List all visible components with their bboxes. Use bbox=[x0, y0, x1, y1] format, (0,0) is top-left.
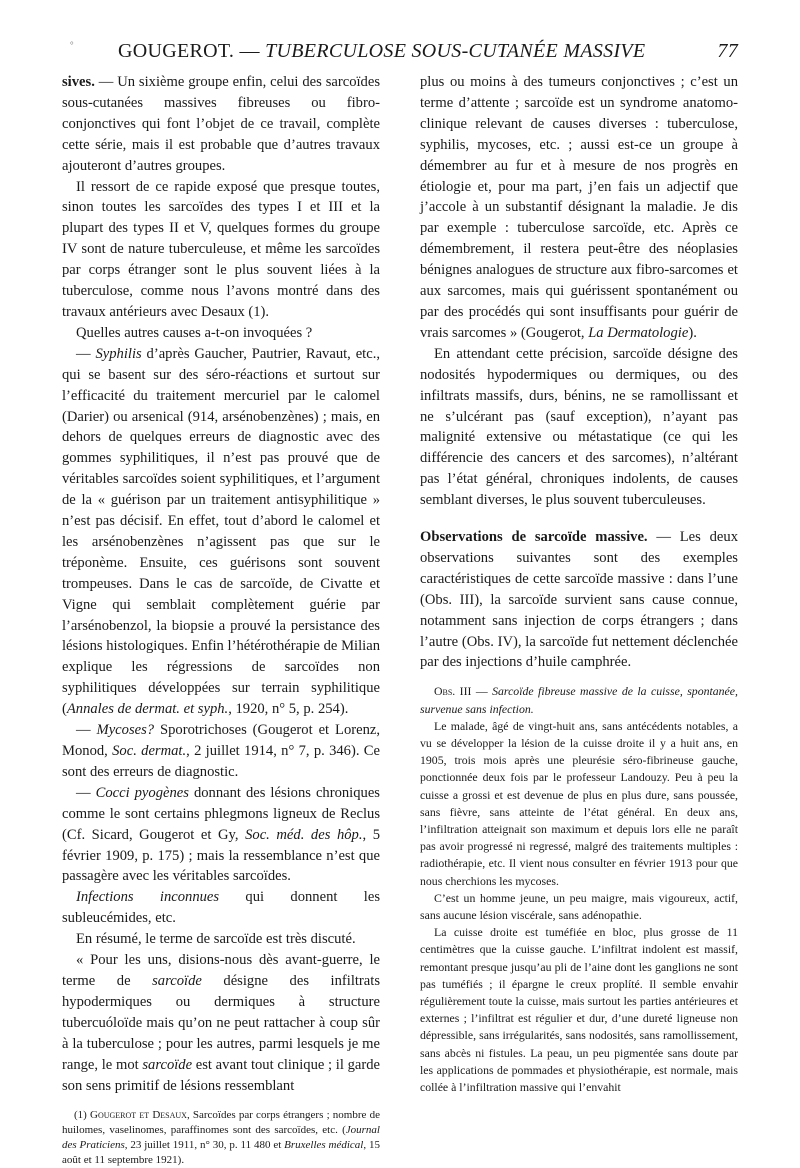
paragraph-sixth-group bbox=[62, 72, 380, 177]
footnote-text: , Sarcoïdes par corps étrangers ; nombre de huilomes, vaselinomes, paraffinomes sont des sarcoïdes, etc. ( bbox=[62, 1109, 380, 1137]
margin-mark: ° bbox=[70, 40, 74, 50]
paragraph-observations bbox=[420, 527, 738, 673]
paragraph-mycoses: — Mycoses? Sporotrichoses (Gougerot et Lorenz, Monod, Soc. dermat., 2 juillet 1914, n° 7, p. 346). Ce sont des erreurs de diagnostic. bbox=[62, 722, 380, 780]
paragraph-quote bbox=[62, 950, 380, 1096]
observation-history: Le malade, âgé de vingt-huit ans, sans antécédents notables, a vu se développer la lésion de la cuisse droite il y a huit ans, en 1905, trois mois après une pleurésie séro-fibrineuse gauche, ponctionnée deux fois par le professeur Landouzy. Peu à peu la cuisse a grossi et est devenue de plus en plus dure, sans poussée, sans fièvre, sans atteinte de l’état général. En deux ans, l’infiltration atteignait son maximum et depuis lors elle ne paraît pas avoir progressé ni regressé, malgré des traitements multiples : radiothérapie, etc. Il vient nous consulter en février 1913 pour que nous cherchions les mycoses. bbox=[420, 718, 738, 888]
paragraph-text: , 2 juillet 1914, n° 7, p. 346). Ce sont des erreurs de diagnostic. bbox=[62, 743, 380, 780]
paragraph-text: d’après Gaucher, Pautrier, Ravaut, etc., qui se basent sur des séro-réactions et surtout sur l’efficacité du traitement mercuriel par le calomel (Darier) ou arsenical (914, arsénobenzènes) ; mais, en dehors de quelques erreurs de diagnostic avec des gommes syphilitiques, il n’est pas prouvé que de véritables sarcoïdes soient syphilitiques, et l’argument de la « guérison par un traitement antisyphilitique » n’est pas décisif. En effet, tout d’abord le calomel et les arsénobenzènes n’agissent pas que sur le tréponème. Ensuite, ces guérisons sont souvent trompeuses. Dans le cas de sarcoïde, de Civatte et Vigne qui semblait complètement guérie par l’arsénobenzol, la biopsie a prouvé la persistance des lésions histologiques. Enfin l’hétérothérapie de Milian explique les régressions de sarcoïdes non syphilitiques développées sur terrain syphilitique ( bbox=[62, 345, 380, 718]
spacer bbox=[420, 511, 738, 527]
section-heading: Observations de sarcoïde massive. bbox=[420, 529, 648, 546]
paragraph-text: , 5 février 1909, p. 175) ; mais la ressemblance n’est que passagère avec les véritables sarcoïdes. bbox=[62, 826, 381, 885]
paragraph-resume: En résumé, le terme de sarcoïde est très discuté. bbox=[76, 931, 356, 948]
term-syphilis: Syphilis bbox=[95, 345, 142, 362]
paragraph-text: est avant tout clinique ; il garde son sens primitif de lésions ressemblant bbox=[62, 1056, 380, 1094]
paragraph-text: — Un sixième groupe enfin, celui des sarcoïdes sous-cutanées massives fibreuses ou fibro-conjonctives qui font l’objet de ce travail, complète cette série, mais il est probable que d’autres travaux ajouteront d’autres groupes. bbox=[62, 74, 380, 174]
paragraph-text: ). bbox=[688, 324, 697, 341]
term-cocci: Cocci pyogènes bbox=[95, 784, 189, 801]
footnote-marker: (1) bbox=[74, 1109, 91, 1122]
paragraph-text: « Pour les uns, disions-nous dès avant-guerre, le terme de bbox=[62, 952, 380, 989]
footnote-authors: Gougerot et Desaux bbox=[90, 1109, 187, 1122]
paragraph-summary-tuberculosis: Il ressort de ce rapide exposé que presque toutes, sinon toutes les sarcoïdes des types I et III et la plupart des types II et V, quelques formes du groupe IV sont de nature tuberculeuse, et même les sarcoïdes par corps étranger sont le plus souvent liées à la tuberculose, comme nous l’avons montré dans des travaux antérieurs avec Desaux (1). bbox=[62, 178, 380, 320]
paragraph-text: — Les deux observations suivantes sont des exemples caractéristiques de cette sarcoïde massive : dans l’une (Obs. III), la sarcoïde survient sans cause connue, notamment sans injection de corps étrangers ; dans l’autre (Obs. IV), la sarcoïde fut nettement déclenchée par des injections d’huile camphrée. bbox=[420, 529, 738, 671]
footnote-text: , 15 août et 11 septembre 1921). bbox=[62, 1139, 380, 1167]
paragraph-syphilis: — Syphilis d’après Gaucher, Pautrier, Ravaut, etc., qui se basent sur des séro-réactions et surtout sur l’efficacité du traitement mercuriel par le calomel (Darier) ou arsenical (914, arsénobenzènes) ; mais, en dehors de quelques erreurs de diagnostic avec des gommes syphilitiques, il n’est pas prouvé que de véritables sarcoïdes soient syphilitiques, et l’argument de la « guérison par un traitement antisyphilitique » n’est pas décisif. En effet, tout d’abord le calomel et les arsénobenzènes n’agissent pas que sur le tréponème. Ensuite, ces guérisons sont souvent trompeuses. Dans le cas de sarcoïde, de Civatte et Vigne qui semblait complètement guérie par l’arsénobenzol, la biopsie a prouvé la persistance des lésions histologiques. Enfin l’hétérothérapie de Milian explique les régressions de sarcoïdes non syphilitiques développées sur terrain syphilitique (Annales de dermat. et syph., 1920, n° 5, p. 254). bbox=[62, 345, 380, 718]
observation-dash: — bbox=[471, 684, 493, 699]
citation: Annales de dermat. et syph. bbox=[66, 701, 229, 718]
term-sarcoide: sarcoïde bbox=[152, 972, 202, 989]
paragraph-quote-continued bbox=[420, 72, 738, 344]
footnote-journal: Bruxelles médical bbox=[284, 1139, 364, 1152]
paragraph-text: donnant des lésions chroniques comme le sont certains phlegmons ligneux de Reclus (Cf. Sicard, Gougerot et Gy, bbox=[62, 784, 380, 843]
header-dash: — bbox=[234, 40, 266, 62]
paragraph-text: plus ou moins à des tumeurs conjonctives ; c’est un terme d’attente ; sarcoïde est un syndrome anatomo-clinique relevant de causes diverses : tuberculose, syphilis, mycoses, etc. ; aussi est-ce un groupe à démembrer au fur et à mesure de nos progrès en étiologie et, pour ma part, j’en fais un adjectif que j’accole à un substantif désignant la maladie. Je dis par exemple : tuberculose sarcoïde, etc. Après ce démembrement, il restera peut-être des néoplasies bénignes analogues de structure aux fibro-sarcomes et aux sarcomes, mais qui guérissent spontanément ou par des procédés qui sont insuffisants pour guérir de vrais sarcomes » (Gougerot, bbox=[420, 74, 738, 341]
paragraph-text: qui donnent les subleucémides, etc. bbox=[62, 889, 380, 927]
paragraph-unknown-infections bbox=[62, 887, 380, 929]
header-title: TUBERCULOSE SOUS-CUTANÉE MASSIVE bbox=[265, 40, 646, 62]
paragraph-text: Sporotrichoses (Gougerot et Lorenz, Monod, bbox=[62, 722, 380, 759]
citation: La Dermatologie bbox=[588, 324, 689, 341]
page-number: 77 bbox=[717, 40, 738, 62]
term-sarcoide: sarcoïde bbox=[142, 1056, 193, 1073]
observation-thigh-exam: La cuisse droite est tuméfiée en bloc, plus grosse de 11 centimètres que la cuisse gauche. L’infiltrat indolent est massif, remontant presque jusqu’au pli de l’aine dont les ganglions ne sont pas tuméfiés ; il épargne le creux proplíté. Il semble envahir régulièrement toute la cuisse, mais surtout les parties antérieures et externes ; l’infiltrat est régulier et dur, d’une dureté ligneuse non dépressible, sans irrégularités, sans nodosités, sans ramollissement, sans abcès ni fistules. La peau, un peu pigmentée sans doute par les applications de pommades et physiothérapie, est normale, mais collée à l’infiltration massive qui l’envahit bbox=[420, 925, 738, 1095]
paragraph-other-causes-question: Quelles autres causes a-t-on invoquées ? bbox=[76, 324, 313, 341]
paragraph-text: , 1920, n° 5, p. 254). bbox=[228, 701, 349, 718]
term-sives: sives. bbox=[62, 74, 95, 90]
left-column bbox=[62, 72, 380, 1168]
paragraph-definition: En attendant cette précision, sarcoïde désigne des nodosités hypodermiques ou dermiques, ou des infiltrats massifs, durs, bénins, ne se ramollissant et ne s’ulcérant pas (sauf exception), n’ayant pas malignité extensive ou métastatique (ce qui les différencie des cancers et des sarcomes), n’altérant pas l’état général, chroniques indolents, de causes semblant diverses, le plus souvent tuberculeuses. bbox=[420, 345, 738, 509]
header-author: GOUGEROT. bbox=[118, 40, 235, 62]
running-header bbox=[62, 40, 738, 66]
term-infections: Infections inconnues bbox=[76, 889, 220, 906]
term-mycoses: Mycoses? bbox=[96, 722, 155, 739]
spacer bbox=[420, 673, 738, 683]
running-title bbox=[118, 40, 645, 63]
right-column bbox=[420, 72, 738, 1096]
footnote bbox=[62, 1108, 380, 1168]
paragraph-text: désigne des infiltrats hypodermiques ou dermiques à structure tubercuóloïde mais qu’on ne peut rattacher à coup sûr à la tuberculose ; pour les autres, parmi lesquels je me range, le mot bbox=[62, 972, 380, 1073]
paragraph-cocci: — Cocci pyogènes donnant des lésions chroniques comme le sont certains phlegmons ligneux de Reclus (Cf. Sicard, Gougerot et Gy, Soc. méd. des hôp., 5 février 1909, p. 175) ; mais la ressemblance n’est que passagère avec les véritables sarcoïdes. bbox=[62, 784, 381, 885]
citation: Soc. dermat. bbox=[112, 743, 187, 759]
observation-label: Obs. III bbox=[434, 684, 472, 699]
observation-general-state: C’est un homme jeune, un peu maigre, mais vigoureux, actif, sans aucune lésion viscérale, sans adénopathie. bbox=[420, 890, 738, 923]
citation: Soc. méd. des hôp. bbox=[245, 826, 363, 843]
footnote-journal: Journal des Praticiens bbox=[62, 1124, 380, 1152]
observation-title bbox=[420, 683, 738, 717]
observation-subject: Sarcoïde fibreuse massive de la cuisse, spontanée, survenue sans infection. bbox=[420, 684, 738, 716]
footnote-text: , 23 juillet 1911, n° 30, p. 11 480 et bbox=[124, 1139, 285, 1152]
